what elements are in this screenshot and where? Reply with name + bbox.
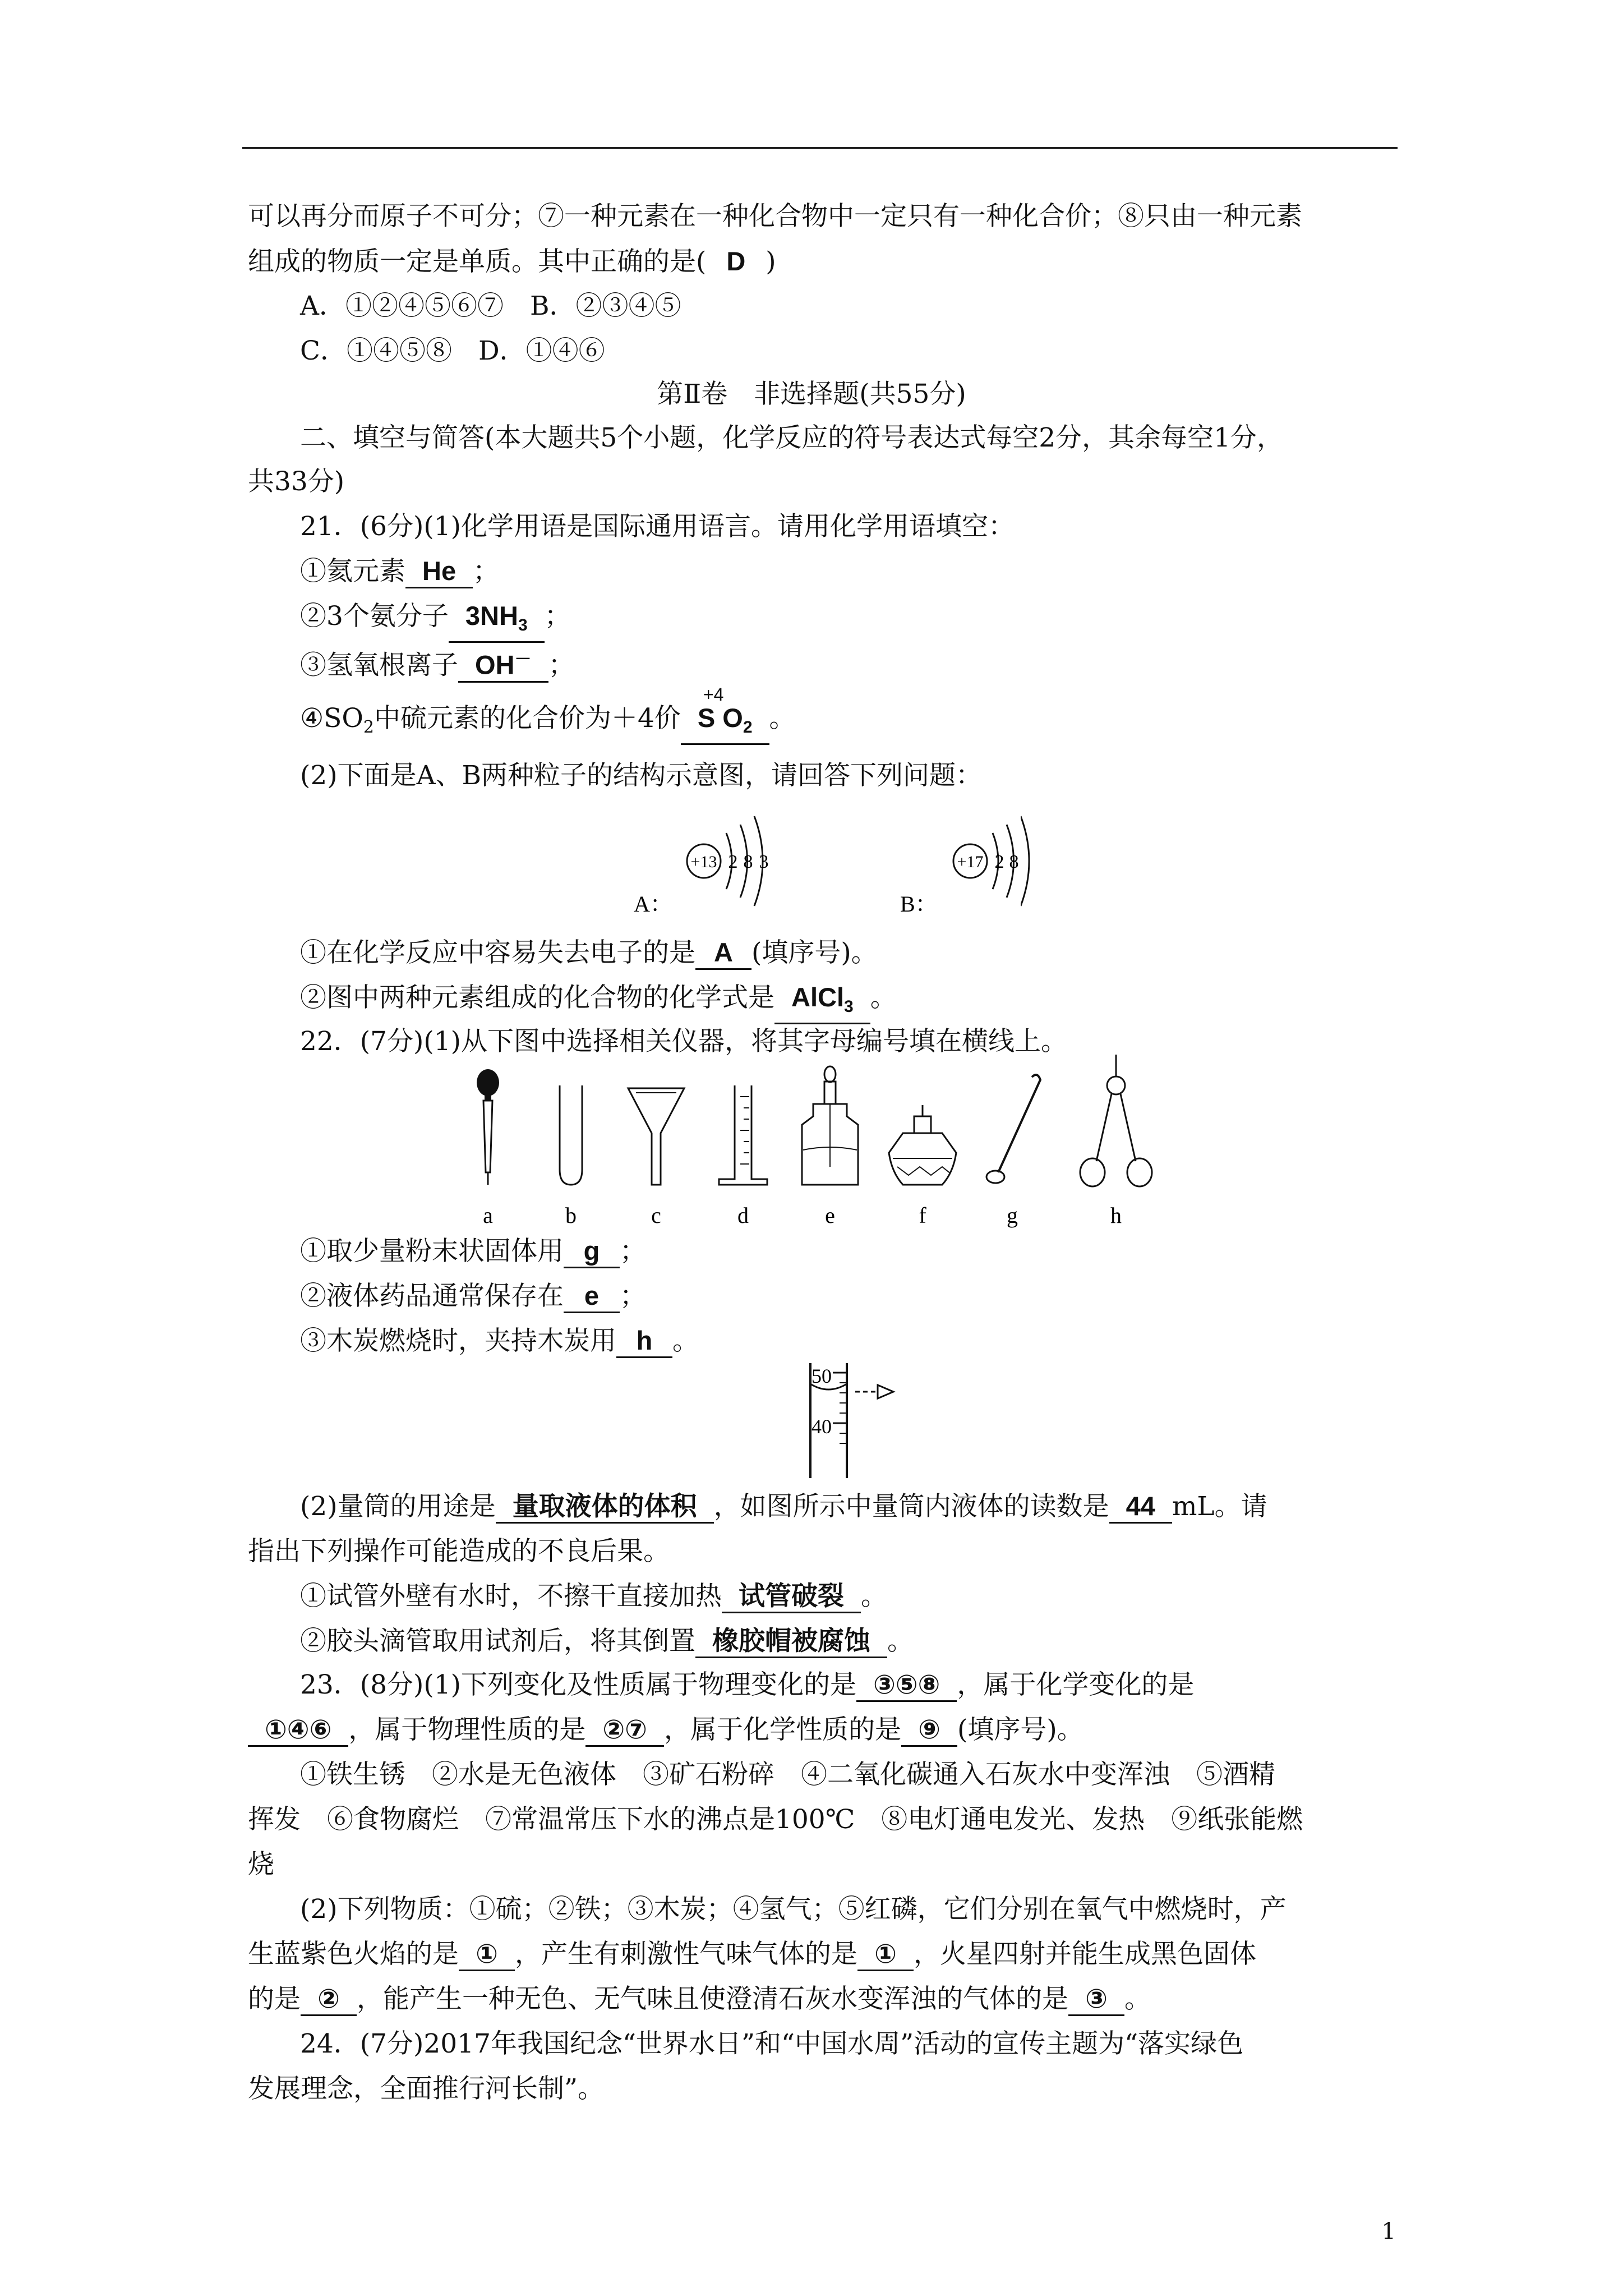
atom-a-nucleus: +13 xyxy=(690,853,717,871)
apparatus-label-c: c xyxy=(651,1203,661,1228)
atom-b-outer-shell xyxy=(1021,794,1066,934)
q23-answer-physical-property: ②⑦ xyxy=(585,1714,664,1747)
q23-answer-chemical-property: ⑨ xyxy=(901,1714,957,1747)
atom-a-shell-1: 2 xyxy=(728,852,738,872)
q23-options1: ①铁生锈 ②水是无色液体 ③矿石粉碎 ④二氧化碳通入石灰水中变浑浊 ⑤酒精 xyxy=(300,1759,1275,1790)
q20-option-a: A．①②④⑤⑥⑦ xyxy=(300,291,504,321)
q22-part2-answer1: 量取液体的体积 xyxy=(496,1490,714,1524)
q22-consequence2: ②胶头滴管取用试剂后，将其倒置 橡胶帽被腐蚀 。 xyxy=(300,1624,914,1659)
apparatus-label-f: f xyxy=(919,1203,926,1228)
q21-p2: ②图中两种元素组成的化合物的化学式是 AlCl$_3$ 。 xyxy=(300,981,897,1024)
apparatus-label-e: e xyxy=(825,1203,835,1228)
apparatus-label-b: b xyxy=(565,1203,577,1228)
q23-part2-answer2: ① xyxy=(857,1938,914,1971)
q20-answer: D xyxy=(726,246,746,276)
cylinder-top-mark: 50 xyxy=(811,1365,832,1387)
q22-stem: 22．(7分)(1)从下图中选择相关仪器，将其字母编号填在横线上。 xyxy=(300,1026,1067,1057)
apparatus-label-g: g xyxy=(1007,1203,1018,1228)
atom-b-diagram xyxy=(900,825,1019,917)
q23-part2-answer4: ③ xyxy=(1068,1983,1124,2016)
cylinder-reading-figure xyxy=(799,1360,911,1484)
q23-answer-physical-change: ③⑤⑧ xyxy=(856,1669,957,1702)
q21-answer4: +4 S $O_2$ xyxy=(681,702,769,745)
atom-a-diagram xyxy=(634,816,769,917)
q23-line2: ①④⑥ ，属于物理性质的是 ②⑦ ，属于化学性质的是 ⑨ (填序号)。 xyxy=(248,1713,1083,1747)
apparatus-label-d: d xyxy=(737,1203,749,1228)
q23-options3: 烧 xyxy=(248,1849,274,1880)
q22-consequence1: ①试管外壁有水时，不擦干直接加热 试管破裂 。 xyxy=(300,1579,887,1614)
medicine-spoon-icon xyxy=(986,1075,1040,1183)
q23-part2-answer1: ① xyxy=(459,1938,515,1971)
atom-b-label: B： xyxy=(900,891,938,917)
atom-a-shell-3: 3 xyxy=(759,852,769,872)
q22-item2: ②液体药品通常保存在 e ； xyxy=(300,1279,646,1314)
graduated-cylinder-icon xyxy=(719,1085,767,1185)
lab-apparatus-figure xyxy=(460,1055,1245,1240)
q22-part2-line2: 指出下列操作可能造成的不良后果。 xyxy=(248,1536,670,1567)
atom-b-nucleus: +17 xyxy=(957,853,984,871)
atom-a-shell-2: 8 xyxy=(743,852,753,872)
q21-item2: ②3个氨分子 $3NH_3$ ； xyxy=(300,599,571,643)
section-intro-1: 二、填空与简答(本大题共5个小题，化学反应的符号表达式每空2分，其余每空1分， xyxy=(300,422,1284,453)
q24-line2: 发展理念，全面推行河长制”。 xyxy=(248,2073,605,2104)
q21-answer1: He xyxy=(405,555,473,588)
q21-item3: ③氢氧根离子 OH－ ； xyxy=(300,644,575,683)
q20-options-cd xyxy=(300,334,605,369)
cylinder-bottom-mark: 40 xyxy=(811,1415,832,1438)
apparatus-label-h: h xyxy=(1110,1203,1122,1228)
q22-part2-answer2: 44 xyxy=(1109,1490,1172,1524)
q23-part2-answer3: ② xyxy=(301,1983,357,2016)
alcohol-lamp-icon xyxy=(889,1105,956,1185)
q22-answer2: e xyxy=(564,1280,620,1313)
apparatus-label-a: a xyxy=(483,1203,493,1228)
q21-stem: 21．(6分)(1)化学用语是国际通用语言。请用化学用语填空： xyxy=(300,511,1015,542)
q22-consequence2-answer: 橡胶帽被腐蚀 xyxy=(695,1625,887,1658)
funnel-icon xyxy=(628,1088,684,1185)
test-tube-icon xyxy=(560,1085,582,1185)
q23-part2-line2: 生蓝紫色火焰的是 ① ，产生有刺激性气味气体的是 ① ，火星四射并能生成黑色固体 xyxy=(248,1937,1256,1972)
q20-option-b: B．②③④⑤ xyxy=(529,291,681,321)
section-intro-2: 共33分) xyxy=(248,466,345,497)
q24-line1: 24．(7分)2017年我国纪念“世界水日”和“中国水周”活动的宣传主题为“落实绿色 xyxy=(300,2028,1244,2059)
q22-answer3: h xyxy=(616,1325,672,1358)
atom-structure-diagrams xyxy=(617,794,1021,934)
q22-part2-line1: (2)量筒的用途是 量取液体的体积 ，如图所示中量筒内液体的读数是 44 mL。请 xyxy=(300,1489,1267,1524)
q23-answer-chemical-change: ①④⑥ xyxy=(248,1714,348,1747)
q22-item1: ①取少量粉末状固体用 g ； xyxy=(300,1234,646,1269)
q20-options-ab xyxy=(300,289,681,324)
atom-b-shell-1: 2 xyxy=(994,852,1004,872)
q21-item1: ①氦元素 He ； xyxy=(300,554,499,589)
q23-options2: 挥发 ⑥食物腐烂 ⑦常温常压下水的沸点是100℃ ⑧电灯通电发光、发热 ⑨纸张能燃 xyxy=(248,1804,1303,1835)
q21-answer3: OH－ xyxy=(458,644,548,683)
crucible-tongs-icon xyxy=(1080,1055,1152,1186)
dropper-icon xyxy=(477,1069,499,1185)
q22-answer1: g xyxy=(564,1235,620,1268)
q23-part2-line3: 的是 ② ，能产生一种无色、无气味且使澄清石灰水变浑浊的气体的是 ③ 。 xyxy=(248,1982,1151,2017)
q20-line2: 组成的物质一定是单质。其中正确的是( D ) xyxy=(248,246,776,277)
atom-b-shell-2: 8 xyxy=(1009,852,1019,872)
q21-p1: ①在化学反应中容易失去电子的是 A (填序号)。 xyxy=(300,936,878,970)
page-number: 1 xyxy=(1381,2219,1396,2244)
q20-line1: 可以再分而原子不可分；⑦一种元素在一种化合物中一定只有一种化合价；⑧只由一种元素 xyxy=(248,201,1302,232)
q21-part2: (2)下面是A、B两种粒子的结构示意图，请回答下列问题： xyxy=(300,760,983,791)
q20-option-d: D．①④⑥ xyxy=(478,335,605,366)
q23-part2-line1: (2)下列物质：①硫；②铁；③木炭；④氢气；⑤红磷，它们分别在氧气中燃烧时，产 xyxy=(300,1894,1287,1925)
eye-icon xyxy=(878,1385,893,1398)
section-title: 第Ⅱ卷 非选择题(共55分) xyxy=(657,379,966,409)
q21-p1-answer: A xyxy=(695,937,751,970)
header-rule xyxy=(242,147,1398,149)
q21-answer2: $3NH_3$ xyxy=(449,600,545,643)
q20-option-c: C．①④⑤⑧ xyxy=(300,335,452,366)
atom-a-label: A： xyxy=(634,891,672,917)
valence-mark: +4 xyxy=(703,684,724,705)
q23-line1: 23．(8分)(1)下列变化及性质属于物理变化的是 ③⑤⑧ ，属于化学变化的是 xyxy=(300,1668,1194,1703)
q21-item4: $④SO_2$中硫元素的化合价为＋4价 +4 S $O_2$ 。 xyxy=(300,701,796,745)
q22-consequence1-answer: 试管破裂 xyxy=(722,1580,861,1613)
dropper-bottle-icon xyxy=(802,1066,858,1185)
q21-p2-answer: AlCl$_3$ xyxy=(774,982,870,1024)
q22-item3: ③木炭燃烧时，夹持木炭用 h 。 xyxy=(300,1324,699,1359)
